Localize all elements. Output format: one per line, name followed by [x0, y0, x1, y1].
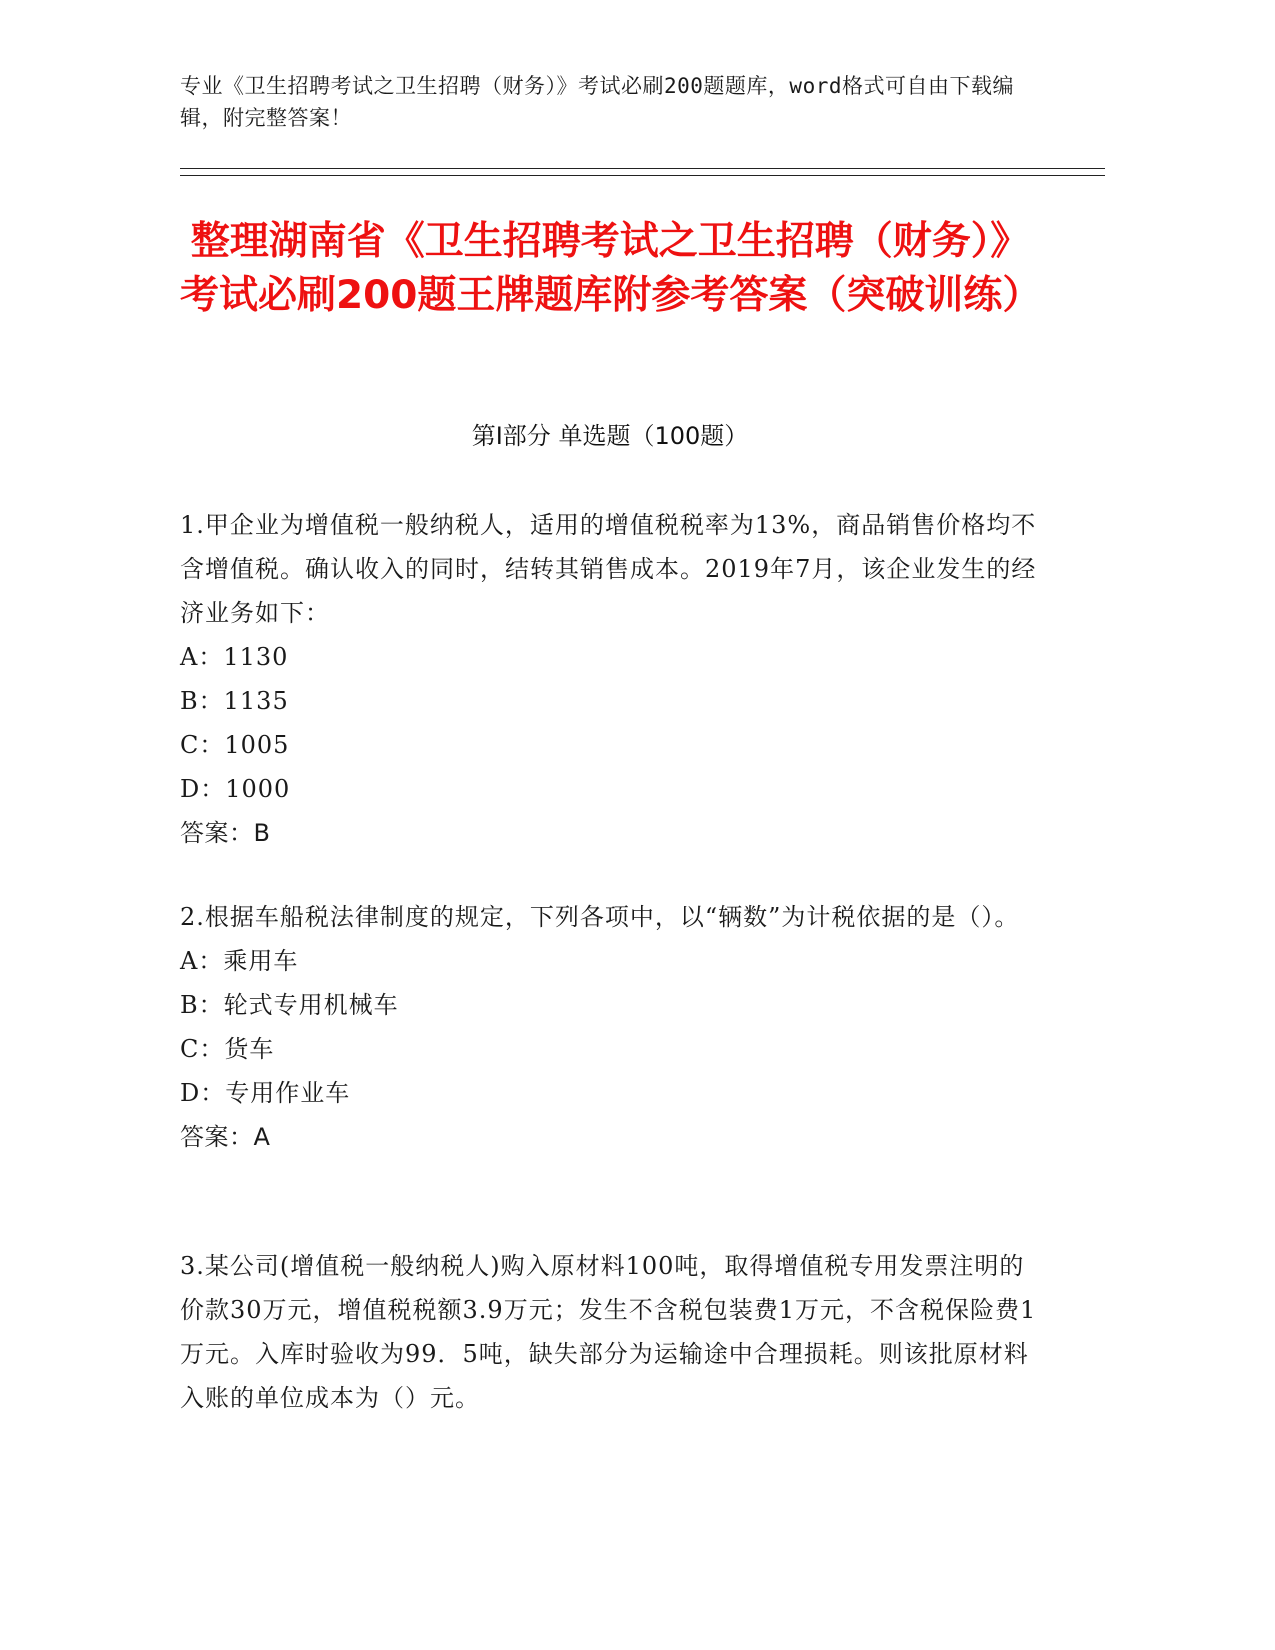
option-a: A：乘用车 [180, 947, 299, 975]
option-b: B：1135 [180, 687, 289, 715]
header-note: 专业《卫生招聘考试之卫生招聘（财务）》考试必刷200题题库，word格式可自由下载编辑，附完整答案！ [180, 74, 1014, 130]
question-3 [180, 1244, 1040, 1420]
section-title: 第Ⅰ部分 单选题（100题） [471, 422, 749, 450]
question-stem: 3.某公司(增值税一般纳税人)购入原材料100吨，取得增值税专用发票注明的价款30万元，增值税税额3.9万元；发生不含税包装费1万元，不含税保险费1万元。入库时验收为99．5吨，缺失部分为运输途中合理损耗。则该批原材料入账的单位成本为（）元。 [180, 1252, 1037, 1412]
document-title: 整理湖南省《卫生招聘考试之卫生招聘（财务）》考试必刷200题王牌题库附参考答案（突破训练） [180, 219, 1042, 318]
option-a: A：1130 [180, 643, 289, 671]
header-divider-bottom [180, 175, 1105, 176]
option-c: C：货车 [180, 1035, 275, 1063]
option-d: D：1000 [180, 775, 291, 803]
question-stem: 1.甲企业为增值税一般纳税人，适用的增值税税率为13%，商品销售价格均不含增值税。确认收入的同时，结转其销售成本。2019年7月，该企业发生的经济业务如下： [180, 511, 1037, 627]
answer: 答案：B [180, 819, 271, 847]
question-2 [180, 895, 1040, 1159]
answer: 答案：A [180, 1123, 271, 1151]
question-stem: 2.根据车船税法律制度的规定，下列各项中，以“辆数”为计税依据的是（）。 [180, 903, 1020, 931]
question-1 [180, 503, 1040, 855]
option-c: C：1005 [180, 731, 290, 759]
option-b: B：轮式专用机械车 [180, 991, 399, 1019]
header-divider-top [180, 168, 1105, 169]
option-d: D：专用作业车 [180, 1079, 351, 1107]
